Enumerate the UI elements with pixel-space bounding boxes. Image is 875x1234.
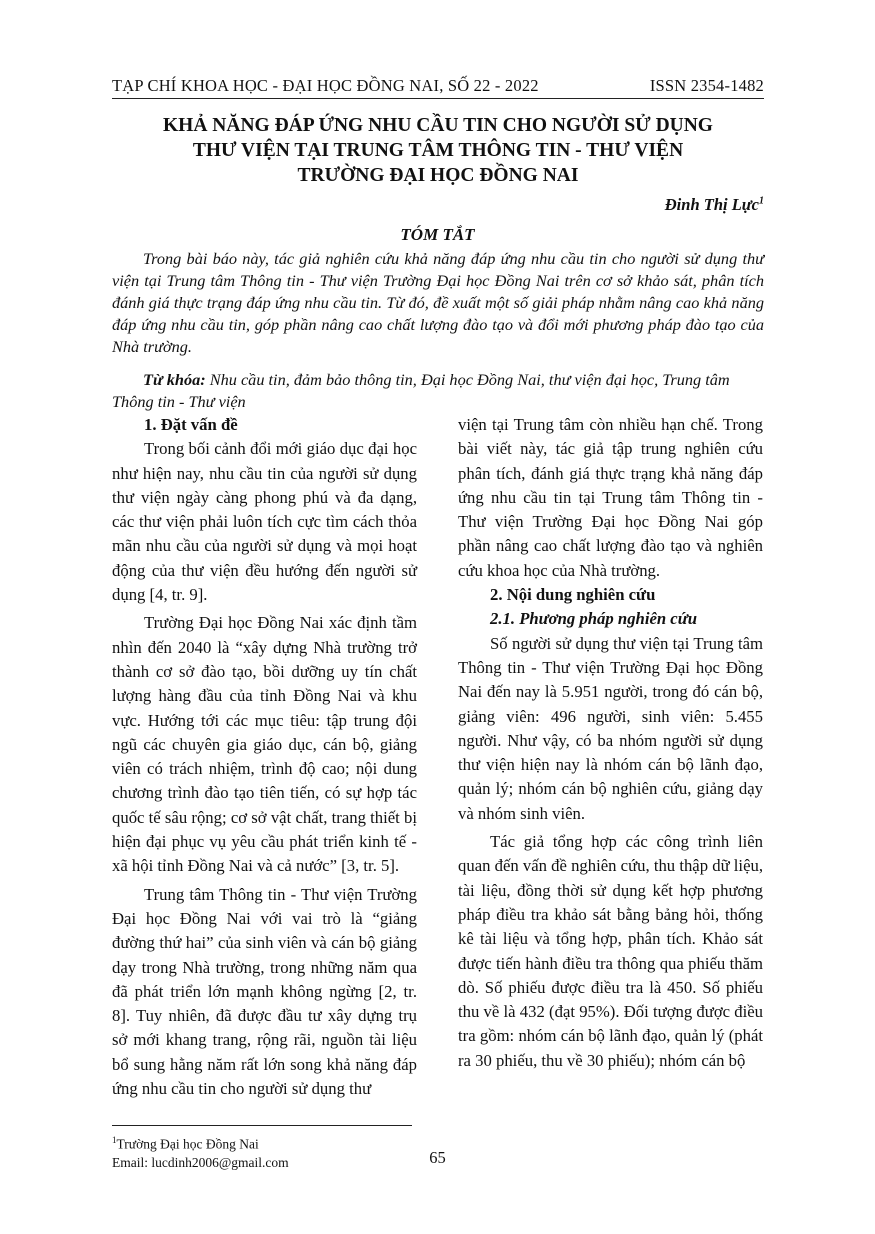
section-2-1-heading: 2.1. Phương pháp nghiên cứu (490, 609, 697, 629)
paragraph: Trong bối cảnh đổi mới giáo dục đại học như hiện nay, nhu cầu tin của người sử dụng thư viện ngày càng phong phú và đa dạng, các thư viện phải luôn tích cực tìm cách thỏa mãn nhu cầu của người sử dụng và mọi hoạt động của thư viện đều hướng đến người sử dụng [4, tr. 9]. (112, 439, 417, 605)
author (665, 195, 764, 215)
right-column (458, 413, 763, 1073)
keywords-list: Nhu cầu tin, đảm bảo thông tin, Đại học Đồng Nai, thư viện đại học, Trung tâm Thông tin - Thư viện (112, 370, 730, 411)
abstract-text: Trong bài báo này, tác giả nghiên cứu khả năng đáp ứng nhu cầu tin cho người sử dụng thư viện tại Trung tâm Thông tin - Thư viện Trường Đại học Đồng Nai trên cơ sở khảo sát, phân tích đánh giá thực trạng đáp ứng nhu cầu tin. Từ đó, đề xuất một số giải pháp nhằm nâng cao khả năng đáp ứng nhu cầu tin, góp phần nâng cao chất lượng đào tạo và đổi mới phương pháp đào tạo của Nhà trường. (112, 249, 764, 356)
footnote-affiliation: Trường Đại học Đồng Nai (116, 1136, 259, 1152)
title-line: KHẢ NĂNG ĐÁP ỨNG NHU CẦU TIN CHO NGƯỜI SỬ DỤNG (163, 115, 713, 136)
journal-name: TẠP CHÍ KHOA HỌC - ĐẠI HỌC ĐỒNG NAI, SỐ 22 - 2022 (112, 76, 539, 95)
header-rule (112, 98, 764, 99)
left-column (112, 413, 417, 1101)
footnote-rule (112, 1125, 412, 1126)
article-title (100, 113, 776, 188)
section-1-heading: 1. Đặt vấn đề (144, 415, 238, 434)
footnote-email: Email: lucdinh2006@gmail.com (112, 1154, 289, 1170)
page-number: 65 (429, 1148, 446, 1167)
author-footnote-mark: 1 (759, 195, 764, 207)
paragraph: Trung tâm Thông tin - Thư viện Trường Đại học Đồng Nai với vai trò là “giảng đường thứ hai” của sinh viên và cán bộ giảng dạy trong Nhà trường, trong những năm qua đã phát triển lớn mạnh không ngừng [2, tr. 8]. Tuy nhiên, đã được đầu tư xây dựng trụ sở mới khang trang, rộng rãi, nguồn tài liệu bổ sung hằng năm rất lớn song khả năng đáp ứng nhu cầu tin cho người sử dụng thư (112, 884, 417, 1099)
paragraph: Trường Đại học Đồng Nai xác định tầm nhìn đến 2040 là “xây dựng Nhà trường trở thành cơ sở đào tạo, bồi dưỡng uy tín chất lượng hàng đầu của tỉnh Đồng Nai và khu vực. Hướng tới các mục tiêu: tập trung đội ngũ các chuyên gia giáo dục, cán bộ, giảng viên có trách nhiệm, trình độ cao; nội dung chương trình đào tạo tiên tiến, có sự hợp tác quốc tế sâu rộng; cơ sở vật chất, trang thiết bị hiện đại phục vụ yêu cầu phát triển kinh tế - xã hội tỉnh Đồng Nai và cả nước” [3, tr. 5]. (112, 613, 417, 876)
issn: ISSN 2354-1482 (649, 76, 764, 95)
paragraph-continued: viện tại Trung tâm còn nhiều hạn chế. Trong bài viết này, tác giả tập trung nghiên cứu phân tích, đánh giá thực trạng khả năng đáp ứng nhu cầu tin tại Trung tâm Thông tin - Thư viện Trường Đại học Đồng Nai góp phần nâng cao chất lượng đào tạo và nghiên cứu khoa học của Nhà trường. (458, 415, 763, 580)
abstract-heading: TÓM TẮT (400, 225, 475, 244)
title-line: TRƯỜNG ĐẠI HỌC ĐỒNG NAI (297, 165, 579, 186)
keywords-label: Từ khóa: (143, 370, 206, 389)
paragraph: Số người sử dụng thư viện tại Trung tâm Thông tin - Thư viện Trường Đại học Đồng Nai đến nay là 5.951 người, trong đó cán bộ, giảng viên: 496 người, sinh viên: 5.455 người. Như vậy, có ba nhóm người sử dụng thư viện hiện nay là nhóm cán bộ lãnh đạo, quản lý; nhóm cán bộ nghiên cứu, giảng dạy và nhóm sinh viên. (458, 633, 763, 823)
section-2-heading: 2. Nội dung nghiên cứu (490, 585, 656, 605)
title-line: THƯ VIỆN TẠI TRUNG TÂM THÔNG TIN - THƯ VIỆN (192, 140, 684, 161)
author-name: Đinh Thị Lực (664, 195, 759, 214)
paragraph: Tác giả tổng hợp các công trình liên quan đến vấn đề nghiên cứu, thu thập dữ liệu, tài liệu, đồng thời sử dụng kết hợp phương pháp điều tra khảo sát bằng bảng hỏi, thống kê tài liệu và tổng hợp, phân tích. Khảo sát được tiến hành điều tra thông qua phiếu thăm dò. Số phiếu được điều tra là 450. Số phiếu thu về là 432 (đạt 95%). Đối tượng được điều tra gồm: nhóm cán bộ lãnh đạo, quản lý (phát ra 30 phiếu, thu về 30 phiếu); nhóm cán bộ (458, 832, 763, 1070)
keywords (112, 369, 764, 413)
footnote-mark: 1 (112, 1135, 117, 1145)
running-header (112, 76, 764, 98)
